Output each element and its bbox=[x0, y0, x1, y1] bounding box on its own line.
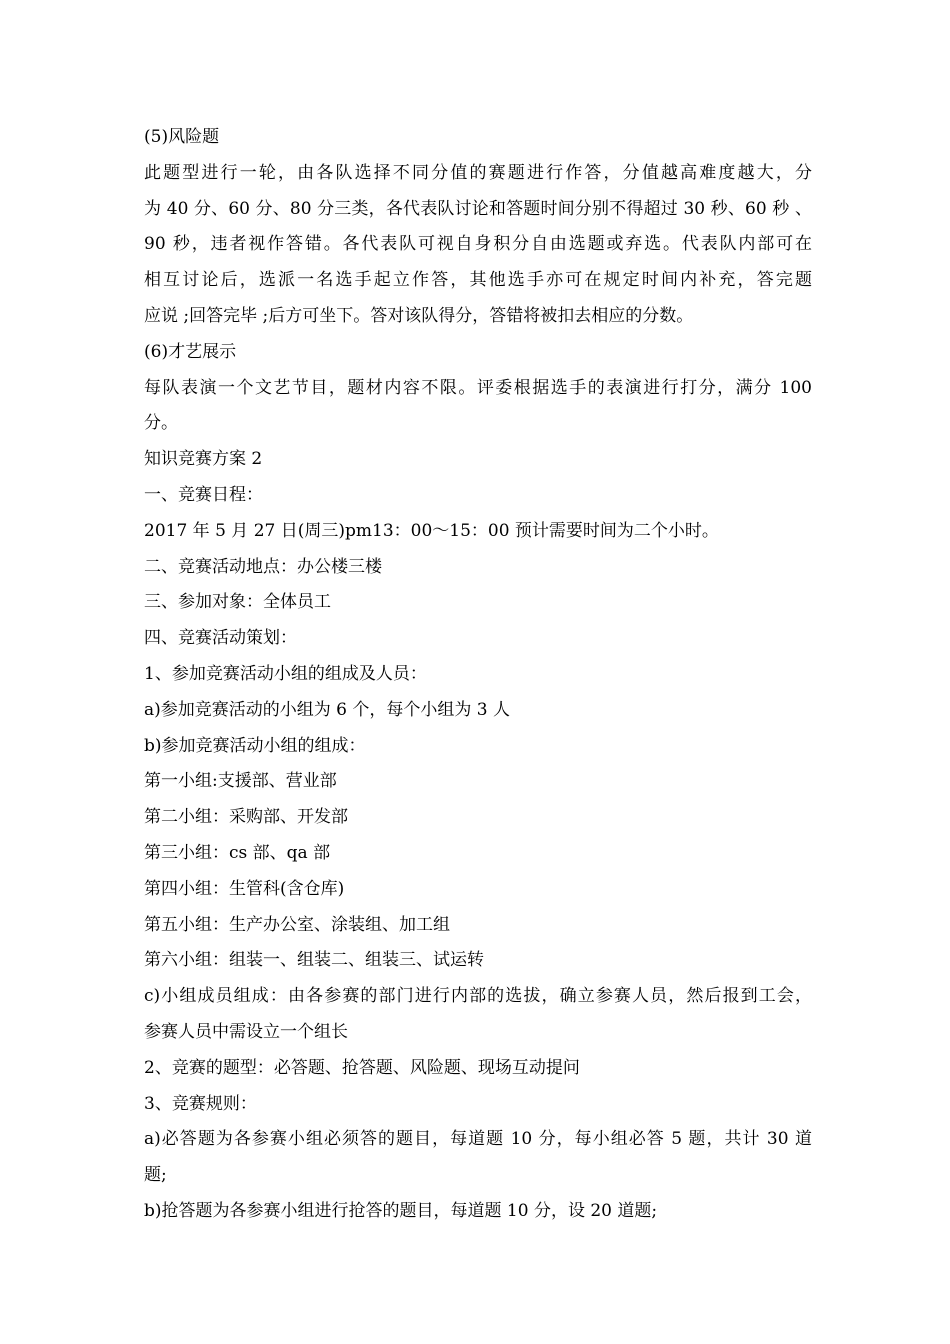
text-line: 一、竞赛日程： bbox=[144, 484, 263, 505]
text-line: 第四小组：生管科(含仓库) bbox=[144, 878, 345, 899]
document-body bbox=[144, 120, 812, 1230]
text-line: b)参加竞赛活动小组的组成： bbox=[144, 735, 366, 756]
text-line: b)抢答题为各参赛小组进行抢答的题目，每道题 10 分，设 20 道题; bbox=[144, 1200, 658, 1221]
text-line: 第三小组：cs 部、qa 部 bbox=[144, 842, 331, 863]
text-line: 二、竞赛活动地点：办公楼三楼 bbox=[144, 556, 382, 577]
text-line: 题; bbox=[144, 1165, 167, 1186]
text-line: 2、竞赛的题型：必答题、抢答题、风险题、现场互动提问 bbox=[144, 1057, 580, 1078]
text-line: 90 秒，违者视作答错。各代表队可视自身积分自由选题或弃选。代表队内部可在 bbox=[144, 234, 812, 255]
text-line: 应说 ;回答完毕 ;后方可坐下。答对该队得分，答错将被扣去相应的分数。 bbox=[144, 305, 694, 326]
text-line: 第六小组：组装一、组装二、组装三、试运转 bbox=[144, 950, 484, 971]
text-line: 此题型进行一轮，由各队选择不同分值的赛题进行作答，分值越高难度越大，分 bbox=[144, 162, 812, 183]
text-line: 三、参加对象：全体员工 bbox=[144, 592, 331, 613]
text-line: 相互讨论后，选派一名选手起立作答，其他选手亦可在规定时间内补充，答完题 bbox=[144, 270, 812, 291]
text-line: (6)才艺展示 bbox=[144, 341, 237, 362]
text-line: 第一小组:支援部、营业部 bbox=[144, 771, 337, 792]
text-line: a)参加竞赛活动的小组为 6 个，每个小组为 3 人 bbox=[144, 699, 511, 720]
text-line: 1、参加竞赛活动小组的组成及人员： bbox=[144, 663, 427, 684]
text-line: 3、竞赛规则： bbox=[144, 1093, 257, 1114]
text-line: c)小组成员组成：由各参赛的部门进行内部的选拔，确立参赛人员，然后报到工会， bbox=[144, 986, 812, 1007]
text-line: 每队表演一个文艺节目，题材内容不限。评委根据选手的表演进行打分，满分 100 bbox=[144, 377, 812, 398]
text-line: 2017 年 5 月 27 日(周三)pm13：00～15：00 预计需要时间为二个小时。 bbox=[144, 520, 719, 541]
text-line: 参赛人员中需设立一个组长 bbox=[144, 1021, 348, 1042]
text-line: 第五小组：生产办公室、涂装组、加工组 bbox=[144, 914, 450, 935]
text-line: (5)风险题 bbox=[144, 127, 220, 147]
text-line: 分。 bbox=[144, 413, 178, 434]
text-line: 第二小组：采购部、开发部 bbox=[144, 807, 348, 828]
text-line: 四、竞赛活动策划： bbox=[144, 628, 297, 649]
text-line: a)必答题为各参赛小组必须答的题目，每道题 10 分，每小组必答 5 题，共计 30 道 bbox=[144, 1129, 812, 1150]
text-line: 知识竞赛方案 2 bbox=[144, 449, 263, 470]
text-line: 为 40 分、60 分、80 分三类，各代表队讨论和答题时间分别不得超过 30 秒、60 秒 、 bbox=[144, 198, 812, 219]
